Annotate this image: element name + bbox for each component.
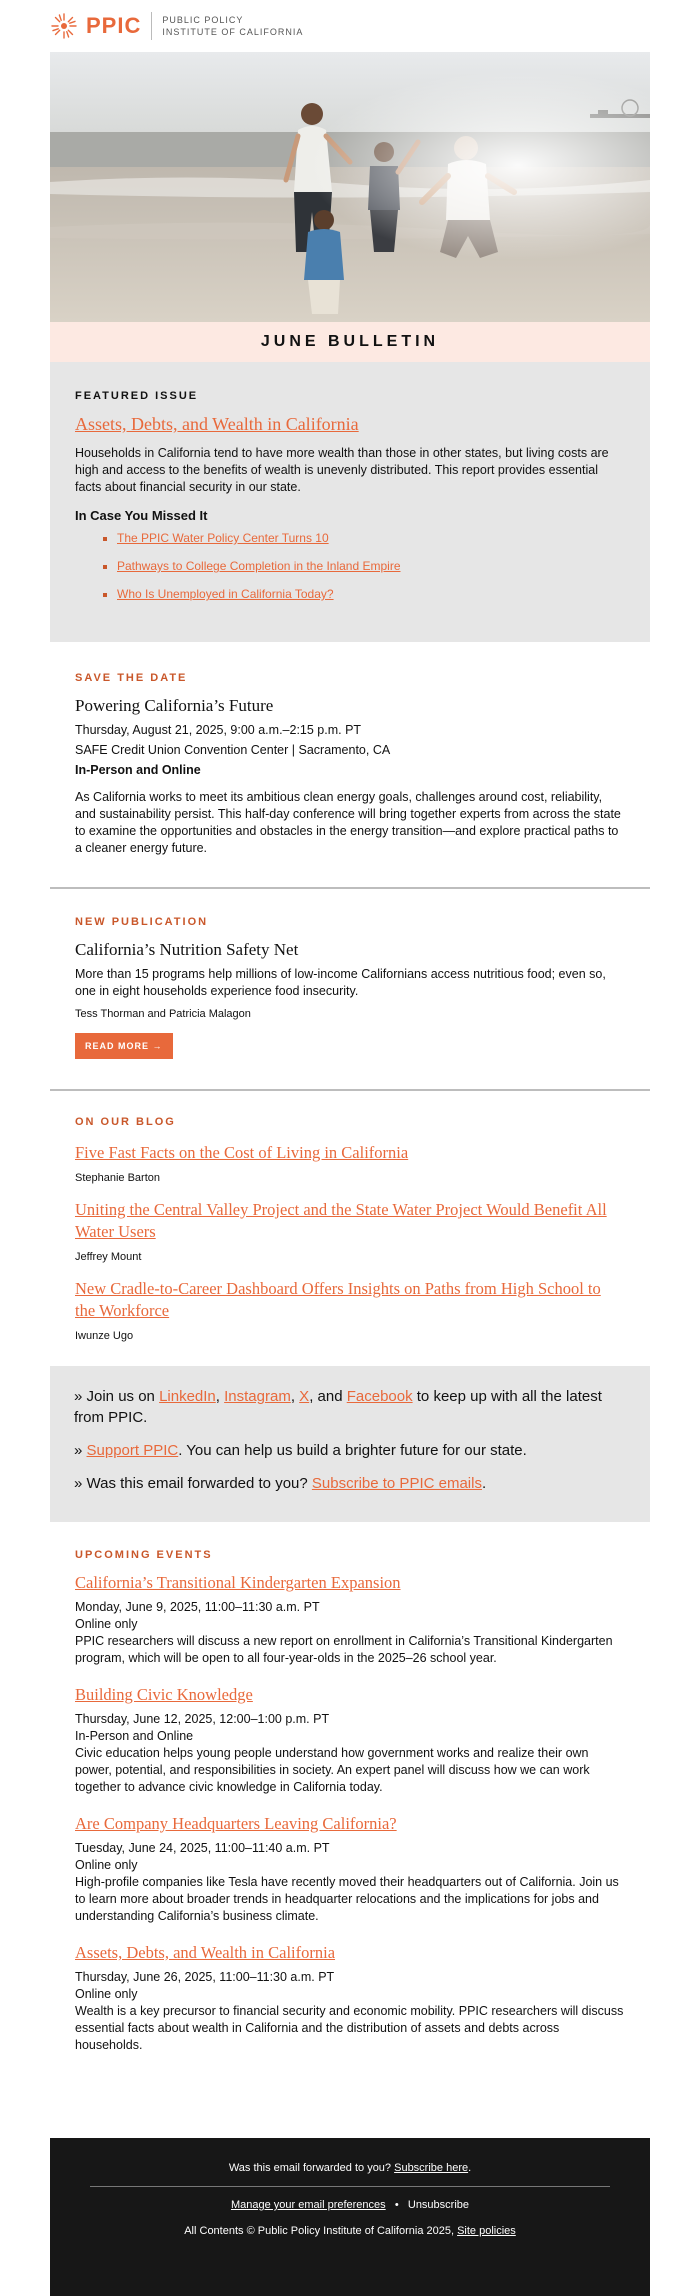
support-ppic-link[interactable]: Support PPIC bbox=[86, 1442, 179, 1459]
event-format: Online only bbox=[75, 1858, 138, 1872]
linkedin-link[interactable]: LinkedIn bbox=[159, 1388, 216, 1405]
blog-section bbox=[50, 1116, 650, 1345]
publication-body: More than 15 programs help millions of low-income Californians access nutritious food; even so, one in eight households experience food insecurity. bbox=[75, 967, 606, 998]
join-suffix: to keep up with all the latest from PPIC. bbox=[74, 1388, 602, 1426]
blog-kicker: ON OUR BLOG bbox=[75, 1116, 176, 1128]
event-title-link[interactable]: Are Company Headquarters Leaving California? bbox=[75, 1814, 397, 1833]
blog-post-title-link[interactable]: Five Fast Facts on the Cost of Living in California bbox=[75, 1143, 409, 1162]
new-publication-section bbox=[50, 916, 650, 1059]
forward-prefix: » Was this email forwarded to you? bbox=[74, 1475, 312, 1492]
save-date-format: In-Person and Online bbox=[75, 763, 201, 777]
site-policies-link[interactable]: Site policies bbox=[457, 2225, 516, 2237]
section-divider bbox=[50, 887, 650, 889]
event-title-link[interactable]: California’s Transitional Kindergarten Expansion bbox=[75, 1573, 401, 1592]
blog-post-author: Stephanie Barton bbox=[75, 1172, 161, 1184]
event-item bbox=[75, 1814, 625, 1925]
event-format: Online only bbox=[75, 1617, 138, 1631]
footer-divider bbox=[90, 2186, 610, 2187]
event-title-link[interactable]: Assets, Debts, and Wealth in California bbox=[75, 1943, 336, 1962]
org-name-line1: PUBLIC POLICY bbox=[162, 15, 244, 25]
event-format: Online only bbox=[75, 1987, 138, 2001]
featured-issue-section bbox=[50, 362, 650, 642]
event-desc: Civic education helps young people understand how government works and realize their own power, potential, and responsibilities in society. An expert panel will discuss how we can work together to advance civic knowledge in California today. bbox=[75, 1746, 590, 1794]
event-when: Thursday, June 12, 2025, 12:00–1:00 p.m. PT bbox=[75, 1712, 330, 1726]
list-item bbox=[117, 531, 625, 545]
missed-links-list bbox=[75, 531, 625, 601]
blog-post-author: Iwunze Ugo bbox=[75, 1330, 134, 1342]
footer-subscribe-suffix: . bbox=[468, 2162, 472, 2174]
list-item bbox=[75, 1142, 625, 1187]
featured-title-link[interactable]: Assets, Debts, and Wealth in California bbox=[75, 414, 359, 434]
list-item bbox=[75, 1278, 625, 1345]
join-line: » Join us on LinkedIn, Instagram, X, and Facebook to keep up with all the latest from PPIC. bbox=[74, 1388, 602, 1426]
forward-suffix: . bbox=[481, 1475, 487, 1492]
manage-preferences-link[interactable]: Manage your email preferences bbox=[230, 2199, 386, 2211]
join-prefix: » Join us on bbox=[74, 1388, 160, 1405]
ppic-sun-logo-icon bbox=[50, 12, 78, 40]
footer-forward-line bbox=[50, 2162, 650, 2174]
save-date-kicker: SAVE THE DATE bbox=[75, 672, 188, 684]
event-desc: High-profile companies like Tesla have recently moved their headquarters out of California. Join us to learn more about broader trends in headquarter relocations and the implications for jobs and understanding California’s business climate. bbox=[75, 1875, 619, 1923]
facebook-link[interactable]: Facebook bbox=[346, 1388, 413, 1405]
list-item bbox=[117, 559, 625, 573]
save-date-when: Thursday, August 21, 2025, 9:00 a.m.–2:15 p.m. PT bbox=[75, 723, 362, 737]
blog-post-title-link[interactable]: New Cradle-to-Career Dashboard Offers Insights on Paths from High School to the Workforce bbox=[75, 1279, 601, 1320]
list-item bbox=[117, 587, 625, 601]
support-suffix: . You can help us build a brighter future for our state. bbox=[178, 1442, 527, 1459]
featured-body: Households in California tend to have more wealth than those in other states, but living costs are high and access to the benefits of wealth is unevenly distributed. This report provides essential facts about financial security in our state. bbox=[75, 446, 609, 494]
upcoming-events-section bbox=[50, 1549, 650, 2054]
missed-link-water-policy[interactable]: The PPIC Water Policy Center Turns 10 bbox=[117, 531, 329, 545]
event-when: Monday, June 9, 2025, 11:00–11:30 a.m. PT bbox=[75, 1600, 320, 1614]
event-desc: PPIC researchers will discuss a new report on enrollment in California’s Transitional Kindergarten program, which will be open to all four-year-olds in the 2025–26 school year. bbox=[75, 1634, 613, 1665]
save-date-body: As California works to meet its ambitious clean energy goals, challenges around cost, reliability, and sustainability persist. This half-day conference will bring together experts from across the state to examine the opportunities and obstacles in the energy transition—and explore practical paths to a cleaner energy future. bbox=[75, 790, 621, 855]
save-the-date-section bbox=[50, 672, 650, 857]
event-when: Thursday, June 26, 2025, 11:00–11:30 a.m. PT bbox=[75, 1970, 335, 1984]
events-kicker: UPCOMING EVENTS bbox=[75, 1549, 213, 1561]
email-header bbox=[50, 0, 650, 52]
org-name-line2: INSTITUTE OF CALIFORNIA bbox=[162, 27, 304, 37]
read-more-button[interactable]: READ MORE → bbox=[75, 1033, 173, 1059]
hero-image[interactable] bbox=[50, 52, 650, 322]
instagram-link[interactable]: Instagram bbox=[224, 1388, 291, 1405]
save-date-title[interactable]: Powering California’s Future bbox=[75, 696, 274, 715]
footer-prefs-line bbox=[50, 2199, 650, 2211]
event-format: In-Person and Online bbox=[75, 1729, 194, 1743]
event-when: Tuesday, June 24, 2025, 11:00–11:40 a.m. PT bbox=[75, 1841, 330, 1855]
section-divider bbox=[50, 1089, 650, 1091]
event-item bbox=[75, 1573, 625, 1667]
missed-link-college-completion[interactable]: Pathways to College Completion in the Inland Empire bbox=[117, 559, 401, 573]
unsubscribe-link[interactable]: Unsubscribe bbox=[407, 2199, 470, 2211]
social-panel bbox=[50, 1366, 650, 1522]
bulletin-title: JUNE BULLETIN bbox=[260, 333, 440, 350]
bulletin-bar bbox=[50, 322, 650, 362]
support-line bbox=[74, 1440, 626, 1461]
copyright-text: All Contents © Public Policy Institute of California 2025, bbox=[184, 2225, 458, 2237]
publication-authors: Tess Thorman and Patricia Malagon bbox=[75, 1008, 251, 1020]
footer-subscribe-link[interactable]: Subscribe here bbox=[394, 2162, 469, 2174]
ppic-logo-text[interactable]: PPIC bbox=[86, 13, 142, 38]
blog-post-title-link[interactable]: Uniting the Central Valley Project and the State Water Project Would Benefit All Water Users bbox=[75, 1200, 607, 1241]
publication-title[interactable]: California’s Nutrition Safety Net bbox=[75, 940, 299, 959]
event-title-link[interactable]: Building Civic Knowledge bbox=[75, 1685, 253, 1704]
org-name bbox=[162, 14, 303, 38]
email-footer bbox=[50, 2138, 650, 2296]
event-desc: Wealth is a key precursor to financial security and economic mobility. PPIC researchers will discuss essential facts about wealth in California and the distribution of assets and debts across households. bbox=[75, 2004, 624, 2052]
forward-line bbox=[74, 1473, 626, 1494]
footer-copyright-line bbox=[50, 2225, 650, 2237]
header-divider bbox=[151, 12, 152, 40]
event-item bbox=[75, 1943, 625, 2054]
publication-kicker: NEW PUBLICATION bbox=[75, 916, 209, 928]
event-item bbox=[75, 1685, 625, 1796]
missed-heading: In Case You Missed It bbox=[75, 508, 208, 523]
x-link[interactable]: X bbox=[299, 1388, 310, 1405]
list-item bbox=[75, 1199, 625, 1266]
blog-post-author: Jeffrey Mount bbox=[75, 1251, 142, 1263]
featured-kicker: FEATURED ISSUE bbox=[75, 390, 199, 402]
save-date-where: SAFE Credit Union Convention Center | Sacramento, CA bbox=[75, 743, 391, 757]
subscribe-emails-link[interactable]: Subscribe to PPIC emails bbox=[311, 1475, 482, 1492]
footer-forward-text: Was this email forwarded to you? bbox=[228, 2162, 395, 2174]
footer-bullet: • bbox=[394, 2199, 399, 2211]
support-prefix: » bbox=[74, 1442, 87, 1459]
beach-family-illustration bbox=[50, 52, 650, 322]
missed-link-unemployed[interactable]: Who Is Unemployed in California Today? bbox=[117, 587, 334, 601]
